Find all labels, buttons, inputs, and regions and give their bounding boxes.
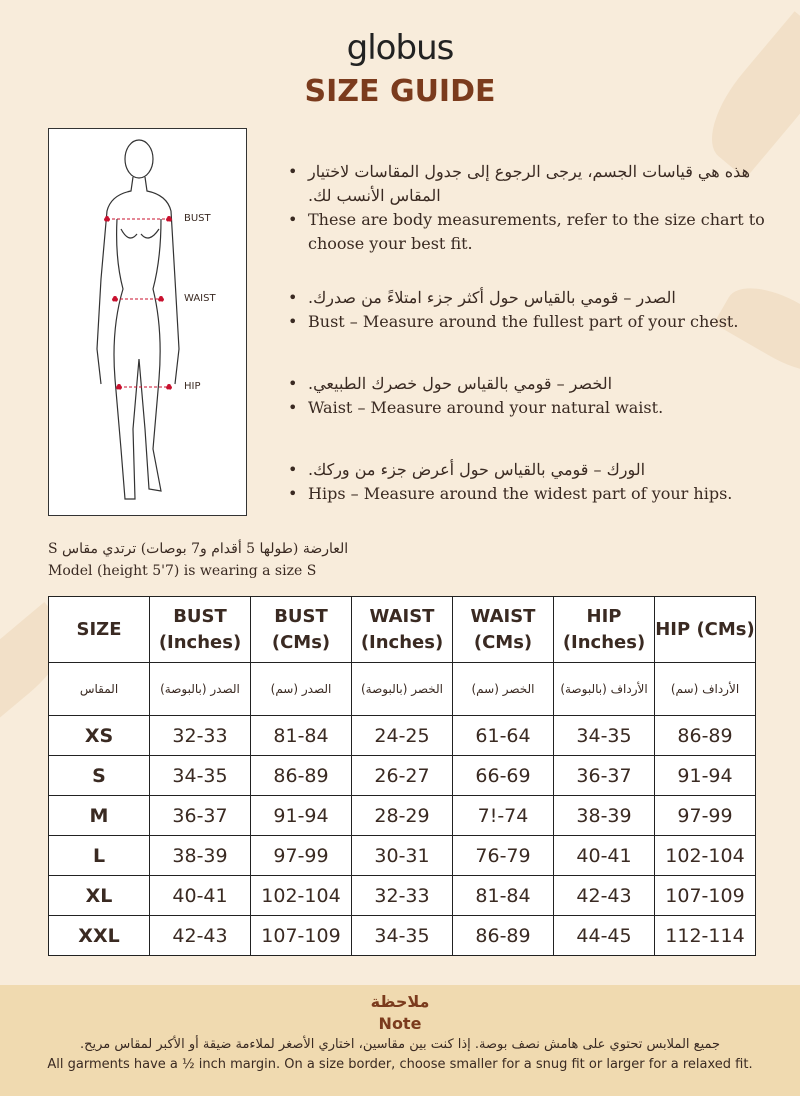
table-row bbox=[49, 836, 756, 876]
table-cell: 36-37 bbox=[554, 756, 655, 796]
table-cell: 76-79 bbox=[453, 836, 554, 876]
table-cell: 40-41 bbox=[554, 836, 655, 876]
table-cell: 34-35 bbox=[554, 716, 655, 756]
table-cell: 32-33 bbox=[150, 716, 251, 756]
note-body-ar: جميع الملابس تحتوي على هامش نصف بوصة. إذا كنت بين مقاسين، اختاري الأصغر لملاءمة ضيقة أو الأكبر لمقاس مريح. bbox=[79, 1037, 721, 1052]
table-cell: 66-69 bbox=[453, 756, 554, 796]
table-cell: XXL bbox=[49, 916, 150, 956]
note-section bbox=[0, 985, 800, 1096]
bust-label: BUST bbox=[184, 213, 211, 224]
table-cell: 102-104 bbox=[655, 836, 756, 876]
table-cell: 81-84 bbox=[251, 716, 352, 756]
table-cell: الصدر (بالبوصة) bbox=[150, 663, 251, 716]
table-cell: الأرداف (بالبوصة) bbox=[554, 663, 655, 716]
table-cell: 34-35 bbox=[150, 756, 251, 796]
table-cell: 26-27 bbox=[352, 756, 453, 796]
table-cell: 38-39 bbox=[554, 796, 655, 836]
table-cell: 32-33 bbox=[352, 876, 453, 916]
table-cell: 112-114 bbox=[655, 916, 756, 956]
table-cell: 44-45 bbox=[554, 916, 655, 956]
model-info-ar: العارضة (طولها 5 أقدام و7 بوصات) ترتدي مقاس S bbox=[48, 541, 349, 557]
measurement-instructions bbox=[288, 160, 768, 536]
table-cell: الخصر (سم) bbox=[453, 663, 554, 716]
table-header-row-ar bbox=[49, 663, 756, 716]
bullet-ar: • الخصر – قومي بالقياس حول خصرك الطبيعي. bbox=[288, 372, 768, 396]
table-row bbox=[49, 796, 756, 836]
bullet-ar: • هذه هي قياسات الجسم، يرجى الرجوع إلى جدول المقاسات لاختيار المقاس الأنسب لك. bbox=[288, 160, 768, 208]
table-cell: 36-37 bbox=[150, 796, 251, 836]
table-cell: BUST (Inches) bbox=[150, 597, 251, 663]
note-title-ar: ملاحظة bbox=[370, 992, 430, 1011]
table-cell: WAIST (Inches) bbox=[352, 597, 453, 663]
note-title: Note bbox=[378, 1014, 422, 1033]
table-row bbox=[49, 916, 756, 956]
waist-label: WAIST bbox=[184, 293, 216, 304]
bullet-ar: • الصدر – قومي بالقياس حول أكثر جزء امتلاءً من صدرك. bbox=[288, 286, 768, 310]
model-info-en: Model (height 5'7) is wearing a size S bbox=[48, 563, 317, 579]
table-cell: الخصر (بالبوصة) bbox=[352, 663, 453, 716]
table-header-row bbox=[49, 597, 756, 663]
page-title: SIZE GUIDE bbox=[304, 74, 496, 109]
table-cell: الأرداف (سم) bbox=[655, 663, 756, 716]
table-cell: 86-89 bbox=[655, 716, 756, 756]
table-cell: 30-31 bbox=[352, 836, 453, 876]
table-cell: المقاس bbox=[49, 663, 150, 716]
table-cell: 38-39 bbox=[150, 836, 251, 876]
table-cell: 97-99 bbox=[251, 836, 352, 876]
bullet-ar: • الورك – قومي بالقياس حول أعرض جزء من وركك. bbox=[288, 458, 768, 482]
table-cell: 86-89 bbox=[453, 916, 554, 956]
table-cell: L bbox=[49, 836, 150, 876]
table-cell: 97-99 bbox=[655, 796, 756, 836]
table-cell: 28-29 bbox=[352, 796, 453, 836]
hip-label: HIP bbox=[184, 381, 201, 392]
table-cell: 107-109 bbox=[251, 916, 352, 956]
table-cell: HIP (Inches) bbox=[554, 597, 655, 663]
brand-logo: globus bbox=[346, 28, 454, 68]
bullet-en: • Bust – Measure around the fullest part of your chest. bbox=[288, 310, 768, 334]
table-cell: 91-94 bbox=[251, 796, 352, 836]
table-cell: S bbox=[49, 756, 150, 796]
table-cell: 102-104 bbox=[251, 876, 352, 916]
table-cell: HIP (CMs) bbox=[655, 597, 756, 663]
table-cell: 91-94 bbox=[655, 756, 756, 796]
table-cell: الصدر (سم) bbox=[251, 663, 352, 716]
table-row bbox=[49, 876, 756, 916]
table-cell: SIZE bbox=[49, 597, 150, 663]
table-cell: WAIST (CMs) bbox=[453, 597, 554, 663]
table-cell: 42-43 bbox=[554, 876, 655, 916]
table-cell: M bbox=[49, 796, 150, 836]
table-cell: 61-64 bbox=[453, 716, 554, 756]
table-cell: XL bbox=[49, 876, 150, 916]
table-cell: BUST (CMs) bbox=[251, 597, 352, 663]
table-row bbox=[49, 756, 756, 796]
table-cell: 40-41 bbox=[150, 876, 251, 916]
body-measurement-figure bbox=[48, 128, 247, 516]
bullet-en: • Waist – Measure around your natural waist. bbox=[288, 396, 768, 420]
table-cell: 7!-74 bbox=[453, 796, 554, 836]
table-cell: 34-35 bbox=[352, 916, 453, 956]
table-row bbox=[49, 716, 756, 756]
table-cell: 42-43 bbox=[150, 916, 251, 956]
table-cell: XS bbox=[49, 716, 150, 756]
size-chart-table bbox=[48, 596, 756, 956]
table-cell: 107-109 bbox=[655, 876, 756, 916]
table-cell: 24-25 bbox=[352, 716, 453, 756]
table-cell: 86-89 bbox=[251, 756, 352, 796]
bullet-en: • These are body measurements, refer to the size chart to choose your best fit. bbox=[288, 208, 768, 256]
model-info bbox=[48, 538, 348, 582]
note-body: All garments have a ½ inch margin. On a size border, choose smaller for a snug fit or larger for a relaxed fit. bbox=[47, 1057, 753, 1072]
table-cell: 81-84 bbox=[453, 876, 554, 916]
bullet-en: • Hips – Measure around the widest part of your hips. bbox=[288, 482, 768, 506]
